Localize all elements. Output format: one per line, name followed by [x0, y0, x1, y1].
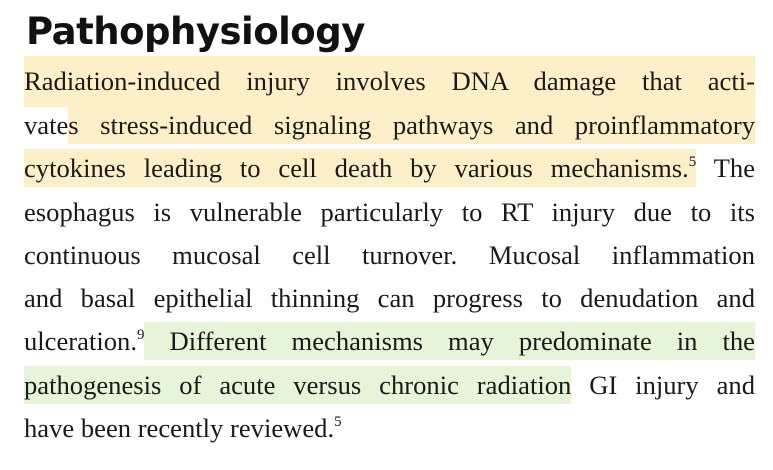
- line-6-text: and basal epithelial thinning can progress to denudation and: [24, 283, 755, 313]
- paragraph-line-1: [24, 56, 755, 107]
- line-2-highlight: s stress-induced signaling pathways and proinflammatory: [68, 106, 755, 144]
- section-heading: Pathophysiology: [26, 10, 365, 53]
- line-3-highlight-text: cytokines leading to cell death by various mechanisms.: [24, 153, 689, 183]
- paragraph-line-7: [24, 320, 755, 363]
- line-9-text: have been recently reviewed.: [24, 413, 335, 443]
- citation-5-end: 5: [334, 414, 342, 430]
- paragraph-line-2: [24, 104, 755, 147]
- paragraph-line-5: [24, 234, 755, 277]
- paragraph-line-3: [24, 147, 755, 190]
- line-3-post: The: [696, 153, 756, 183]
- line-4-text: esophagus is vulnerable particularly to RT injury due to its: [24, 197, 755, 227]
- line-2-pre: vate: [24, 110, 69, 140]
- paragraph-line-8: [24, 364, 755, 407]
- line-8-highlight: pathogenesis of acute versus chronic radiation: [24, 366, 571, 404]
- line-5-text: continuous mucosal cell turnover. Mucosal inflammation: [24, 240, 755, 270]
- line-8-post: GI injury and: [571, 370, 755, 400]
- paragraph-line-9: [24, 407, 755, 450]
- line-3-highlight: [24, 149, 696, 187]
- citation-5: 5: [688, 154, 697, 170]
- paragraph-line-6: [24, 277, 755, 320]
- line-1-text: Radiation-induced injury involves DNA damage that acti-: [24, 66, 755, 96]
- line-7-highlight: Different mechanisms may predominate in the: [144, 322, 755, 360]
- line-7-pre: ulceration.: [24, 326, 137, 356]
- citation-9: 9: [136, 327, 145, 343]
- paragraph-line-4: [24, 191, 755, 234]
